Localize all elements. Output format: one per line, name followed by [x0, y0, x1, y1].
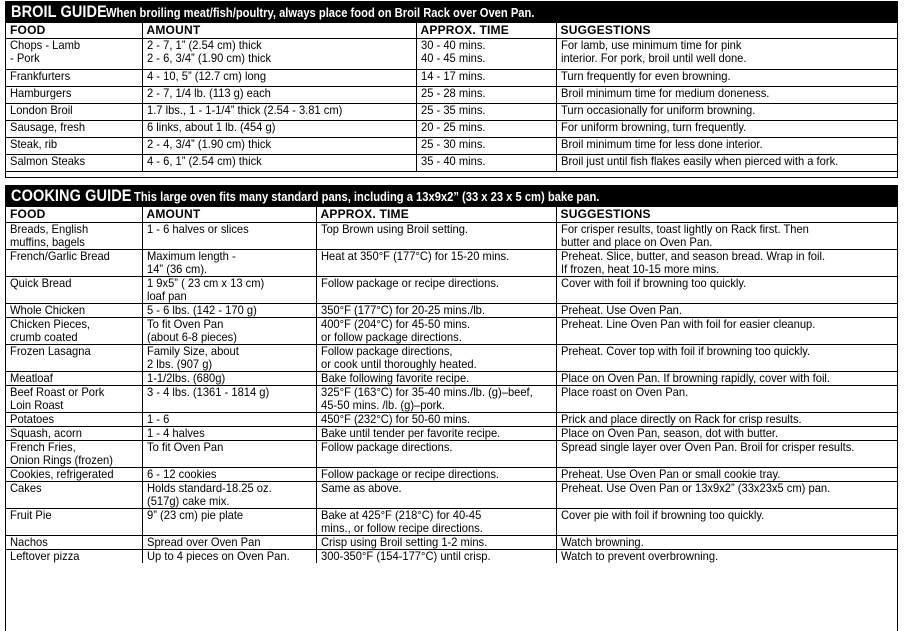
time-cell-text: Follow package or recipe directions.: [320, 467, 499, 481]
food-cell-text: Chops - Lamb - Pork: [10, 38, 81, 65]
amount-cell: [142, 155, 416, 172]
time-cell: [316, 250, 556, 277]
food-cell-text: French/Garlic Bread: [10, 249, 110, 263]
time-cell: [416, 155, 556, 172]
suggestion-cell-text: Cover with foil if browning too quickly.: [560, 276, 746, 290]
amount-cell-text: Family Size, about 2 lbs. (907 g): [146, 344, 239, 371]
food-cell: [6, 536, 142, 550]
cooking-row: [6, 427, 897, 441]
cooking-row: [6, 550, 897, 564]
time-cell: [416, 104, 556, 121]
food-cell-text: Nachos: [10, 535, 48, 549]
suggestion-cell-text: Watch to prevent overbrowning.: [560, 549, 718, 563]
time-cell: [416, 87, 556, 104]
amount-cell-text: 2 - 7, 1” (2.54 cm) thick 2 - 6, 3/4” (1.90 cm) thick: [146, 38, 271, 65]
suggestion-cell: [556, 155, 897, 172]
food-cell-text: Breads, English muffins, bagels: [10, 222, 89, 249]
broil-guide-banner: [6, 2, 897, 23]
suggestion-cell-text: Broil minimum time for medium doneness.: [560, 86, 769, 100]
food-cell-text: Frankfurters: [10, 69, 71, 83]
time-cell-text: Bake until tender per favorite recipe.: [320, 426, 500, 440]
food-cell: [6, 509, 142, 536]
time-cell-text: 350°F (177°C) for 20-25 mins./lb.: [320, 303, 485, 317]
food-cell: [6, 70, 142, 87]
header-suggestions: SUGGESTIONS: [556, 23, 897, 39]
time-cell: [416, 70, 556, 87]
time-cell: [316, 372, 556, 386]
cooking-row: [6, 468, 897, 482]
amount-cell-text: 9” (23 cm) pie plate: [146, 508, 243, 522]
cooking-guide-subtitle: This large oven fits many standard pans, including a 13x9x2” (33 x 23 x 5 cm) bake pan.: [133, 189, 600, 204]
amount-cell-text: To fit Oven Pan: [146, 440, 223, 454]
amount-cell: [142, 372, 316, 386]
cooking-row: [6, 509, 897, 536]
suggestion-cell-text: Cover pie with foil if browning too quickly.: [560, 508, 764, 522]
time-cell-text: 25 - 28 mins.: [420, 86, 486, 100]
suggestion-cell: [556, 121, 897, 138]
suggestion-cell: [556, 87, 897, 104]
suggestion-cell: [556, 345, 897, 372]
amount-cell: [142, 250, 316, 277]
suggestion-cell-text: Broil minimum time for less done interior.: [560, 137, 763, 151]
amount-cell: [142, 550, 316, 564]
amount-cell: [142, 138, 416, 155]
broil-row: [6, 121, 897, 138]
amount-cell-text: To fit Oven Pan (about 6-8 pieces): [146, 317, 237, 344]
amount-cell: [142, 468, 316, 482]
amount-cell-text: 1.7 lbs., 1 - 1-1/4” thick (2.54 - 3.81 cm): [146, 103, 342, 117]
amount-cell-text: 2 - 4, 3/4” (1.90 cm) thick: [146, 137, 271, 151]
suggestion-cell-text: Preheat. Use Oven Pan.: [560, 303, 682, 317]
food-cell: [6, 87, 142, 104]
cooking-row: [6, 277, 897, 304]
food-cell: [6, 250, 142, 277]
time-cell: [316, 468, 556, 482]
food-cell-text: London Broil: [10, 103, 73, 117]
amount-cell: [142, 427, 316, 441]
amount-cell-text: 4 - 10, 5” (12.7 cm) long: [146, 69, 266, 83]
cooking-guide-title: COOKING GUIDE: [11, 187, 132, 205]
time-cell: [316, 482, 556, 509]
suggestion-cell: [556, 536, 897, 550]
amount-cell: [142, 318, 316, 345]
food-cell-text: Leftover pizza: [10, 549, 80, 563]
time-cell-text: 25 - 35 mins.: [420, 103, 486, 117]
header-suggestions: SUGGESTIONS: [556, 207, 897, 223]
amount-cell-text: 1-1/2lbs. (680g): [146, 371, 225, 385]
amount-cell-text: Holds standard-18.25 oz. (517g) cake mix.: [146, 481, 272, 508]
suggestion-cell: [556, 509, 897, 536]
food-cell: [6, 138, 142, 155]
food-cell: [6, 482, 142, 509]
suggestion-cell: [556, 468, 897, 482]
food-cell: [6, 372, 142, 386]
amount-cell-text: Spread over Oven Pan: [146, 535, 261, 549]
suggestion-cell-text: Prick and place directly on Rack for crisp results.: [560, 412, 802, 426]
time-cell-text: 14 - 17 mins.: [420, 69, 486, 83]
time-cell-text: Heat at 350°F (177°C) for 15-20 mins.: [320, 249, 509, 263]
food-cell: [6, 413, 142, 427]
suggestion-cell: [556, 304, 897, 318]
amount-cell-text: 1 - 6 halves or slices: [146, 222, 249, 236]
cooking-table: [6, 207, 897, 563]
cooking-row: [6, 536, 897, 550]
food-cell: [6, 468, 142, 482]
suggestion-cell: [556, 372, 897, 386]
time-cell: [416, 138, 556, 155]
food-cell: [6, 155, 142, 172]
suggestion-cell-text: Place roast on Oven Pan.: [560, 385, 688, 399]
food-cell: [6, 550, 142, 564]
amount-cell: [142, 121, 416, 138]
time-cell-text: 35 - 40 mins.: [420, 154, 486, 168]
food-cell: [6, 386, 142, 413]
time-cell-text: 450°F (232°C) for 50-60 mins.: [320, 412, 470, 426]
food-cell: [6, 318, 142, 345]
time-cell: [316, 441, 556, 468]
time-cell-text: Bake following favorite recipe.: [320, 371, 469, 385]
time-cell: [316, 550, 556, 564]
suggestion-cell-text: Turn frequently for even browning.: [560, 69, 731, 83]
cooking-row: [6, 482, 897, 509]
time-cell-text: 325°F (163°C) for 35-40 mins./lb. (g)–beef, 45-50 mins. /lb. (g)–pork.: [320, 385, 533, 412]
amount-cell: [142, 304, 316, 318]
broil-row: [6, 39, 897, 70]
food-cell: [6, 223, 142, 250]
broil-table: [6, 23, 897, 172]
amount-cell: [142, 223, 316, 250]
time-cell-text: 20 - 25 mins.: [420, 120, 486, 134]
food-cell: [6, 345, 142, 372]
suggestion-cell-text: Preheat. Use Oven Pan or 13x9x2” (33x23x5 cm) pan.: [560, 481, 830, 495]
suggestion-cell: [556, 318, 897, 345]
food-cell-text: Chicken Pieces, crumb coated: [10, 317, 91, 344]
food-cell-text: Sausage, fresh: [10, 120, 86, 134]
amount-cell: [142, 70, 416, 87]
cooking-row: [6, 318, 897, 345]
header-food: FOOD: [6, 23, 142, 39]
time-cell-text: 400°F (204°C) for 45-50 mins. or follow package directions.: [320, 317, 470, 344]
amount-cell-text: 2 - 7, 1/4 lb. (113 g) each: [146, 86, 271, 100]
amount-cell-text: 1 - 6: [146, 412, 169, 426]
food-cell: [6, 104, 142, 121]
amount-cell-text: 4 - 6, 1” (2.54 cm) thick: [146, 154, 262, 168]
suggestion-cell: [556, 482, 897, 509]
amount-cell-text: Up to 4 pieces on Oven Pan.: [146, 549, 290, 563]
amount-cell: [142, 441, 316, 468]
food-cell: [6, 427, 142, 441]
time-cell-text: 25 - 30 mins.: [420, 137, 486, 151]
suggestion-cell: [556, 70, 897, 87]
cooking-guide: [5, 185, 898, 631]
time-cell: [316, 509, 556, 536]
food-cell-text: French Fries, Onion Rings (frozen): [10, 440, 113, 467]
time-cell-text: Same as above.: [320, 481, 402, 495]
header-amount: AMOUNT: [142, 207, 316, 223]
amount-cell: [142, 536, 316, 550]
food-cell-text: Steak, rib: [10, 137, 58, 151]
suggestion-cell-text: Watch browning.: [560, 535, 644, 549]
cooking-row: [6, 223, 897, 250]
time-cell: [316, 304, 556, 318]
suggestion-cell-text: Turn occasionally for uniform browning.: [560, 103, 755, 117]
suggestion-cell: [556, 413, 897, 427]
header-time: APPROX. TIME: [316, 207, 556, 223]
header-food: FOOD: [6, 207, 142, 223]
time-cell: [316, 223, 556, 250]
cooking-guide-banner: [6, 186, 897, 207]
cooking-row: [6, 345, 897, 372]
food-cell-text: Hamburgers: [10, 86, 72, 100]
amount-cell: [142, 386, 316, 413]
header-amount: AMOUNT: [142, 23, 416, 39]
suggestion-cell-text: Preheat. Slice, butter, and season bread. Wrap in foil. If frozen, heat 10-15 more mins.: [560, 249, 825, 276]
suggestion-cell: [556, 441, 897, 468]
time-cell-text: Bake at 425°F (218°C) for 40-45 mins., or follow recipe directions.: [320, 508, 483, 535]
cooking-row: [6, 372, 897, 386]
suggestion-cell-text: Preheat. Line Oven Pan with foil for easier cleanup.: [560, 317, 815, 331]
suggestion-cell-text: For lamb, use minimum time for pink interior. For pork, broil until well done.: [560, 38, 746, 65]
suggestion-cell-text: Spread single layer over Oven Pan. Broil for crisper results.: [560, 440, 854, 454]
amount-cell: [142, 277, 316, 304]
broil-row: [6, 87, 897, 104]
amount-cell: [142, 104, 416, 121]
suggestion-cell: [556, 250, 897, 277]
food-cell-text: Cookies, refrigerated: [10, 467, 114, 481]
time-cell-text: 300-350°F (154-177°C) until crisp.: [320, 549, 491, 563]
suggestion-cell: [556, 104, 897, 121]
suggestion-cell-text: Place on Oven Pan. If browning rapidly, cover with foil.: [560, 371, 830, 385]
food-cell-text: Beef Roast or Pork Loin Roast: [10, 385, 105, 412]
amount-cell-text: Maximum length - 14” (36 cm).: [146, 249, 236, 276]
broil-row: [6, 138, 897, 155]
suggestion-cell: [556, 386, 897, 413]
suggestion-cell: [556, 223, 897, 250]
time-cell: [416, 121, 556, 138]
cooking-table-header: [6, 207, 897, 223]
header-time: APPROX. TIME: [416, 23, 556, 39]
time-cell: [316, 386, 556, 413]
food-cell-text: Salmon Steaks: [10, 154, 86, 168]
amount-cell: [142, 87, 416, 104]
time-cell-text: Follow package directions, or cook until thoroughly heated.: [320, 344, 477, 371]
time-cell: [316, 413, 556, 427]
food-cell: [6, 277, 142, 304]
cooking-row: [6, 441, 897, 468]
cooking-row: [6, 304, 897, 318]
suggestion-cell-text: Broil just until fish flakes easily when pierced with a fork.: [560, 154, 838, 168]
suggestion-cell: [556, 550, 897, 564]
suggestion-cell: [556, 277, 897, 304]
time-cell-text: Crisp using Broil setting 1-2 mins.: [320, 535, 487, 549]
food-cell-text: Squash, acorn: [10, 426, 82, 440]
suggestion-cell: [556, 138, 897, 155]
amount-cell-text: 6 links, about 1 lb. (454 g): [146, 120, 275, 134]
amount-cell-text: 1 9x5” ( 23 cm x 13 cm) loaf pan: [146, 276, 264, 303]
food-cell-text: Quick Bread: [10, 276, 72, 290]
amount-cell: [142, 39, 416, 70]
time-cell: [316, 277, 556, 304]
food-cell: [6, 441, 142, 468]
time-cell-text: Follow package or recipe directions.: [320, 276, 499, 290]
amount-cell: [142, 482, 316, 509]
food-cell-text: Fruit Pie: [10, 508, 52, 522]
cooking-row: [6, 413, 897, 427]
amount-cell: [142, 345, 316, 372]
food-cell-text: Potatoes: [10, 412, 55, 426]
time-cell: [316, 318, 556, 345]
time-cell: [416, 39, 556, 70]
suggestion-cell-text: For crisper results, toast lightly on Rack first. Then butter and place on Oven Pan.: [560, 222, 809, 249]
time-cell: [316, 536, 556, 550]
broil-row: [6, 155, 897, 172]
suggestion-cell-text: Preheat. Cover top with foil if browning too quickly.: [560, 344, 810, 358]
suggestion-cell: [556, 39, 897, 70]
cooking-row: [6, 250, 897, 277]
food-cell-text: Whole Chicken: [10, 303, 86, 317]
time-cell: [316, 345, 556, 372]
food-cell: [6, 39, 142, 70]
cooking-row: [6, 386, 897, 413]
food-cell: [6, 304, 142, 318]
food-cell-text: Cakes: [10, 481, 42, 495]
time-cell: [316, 427, 556, 441]
food-cell-text: Meatloaf: [10, 371, 53, 385]
broil-row: [6, 70, 897, 87]
broil-guide-subtitle: When broiling meat/fish/poultry, always place food on Broil Rack over Oven Pan.: [105, 5, 535, 20]
suggestion-cell: [556, 427, 897, 441]
broil-table-header: [6, 23, 897, 39]
amount-cell-text: 5 - 6 lbs. (142 - 170 g): [146, 303, 257, 317]
amount-cell: [142, 413, 316, 427]
time-cell-text: Follow package directions.: [320, 440, 453, 454]
broil-guide: [5, 1, 898, 178]
broil-guide-title: BROIL GUIDE: [11, 3, 107, 21]
amount-cell-text: 1 - 4 halves: [146, 426, 205, 440]
time-cell-text: 30 - 40 mins. 40 - 45 mins.: [420, 38, 486, 65]
food-cell-text: Frozen Lasagna: [10, 344, 91, 358]
broil-row: [6, 104, 897, 121]
amount-cell-text: 3 - 4 lbs. (1361 - 1814 g): [146, 385, 269, 399]
amount-cell: [142, 509, 316, 536]
suggestion-cell-text: Preheat. Use Oven Pan or small cookie tray.: [560, 467, 780, 481]
time-cell-text: Top Brown using Broil setting.: [320, 222, 468, 236]
amount-cell-text: 6 - 12 cookies: [146, 467, 216, 481]
food-cell: [6, 121, 142, 138]
suggestion-cell-text: For uniform browning, turn frequently.: [560, 120, 746, 134]
suggestion-cell-text: Place on Oven Pan, season, dot with butter.: [560, 426, 778, 440]
